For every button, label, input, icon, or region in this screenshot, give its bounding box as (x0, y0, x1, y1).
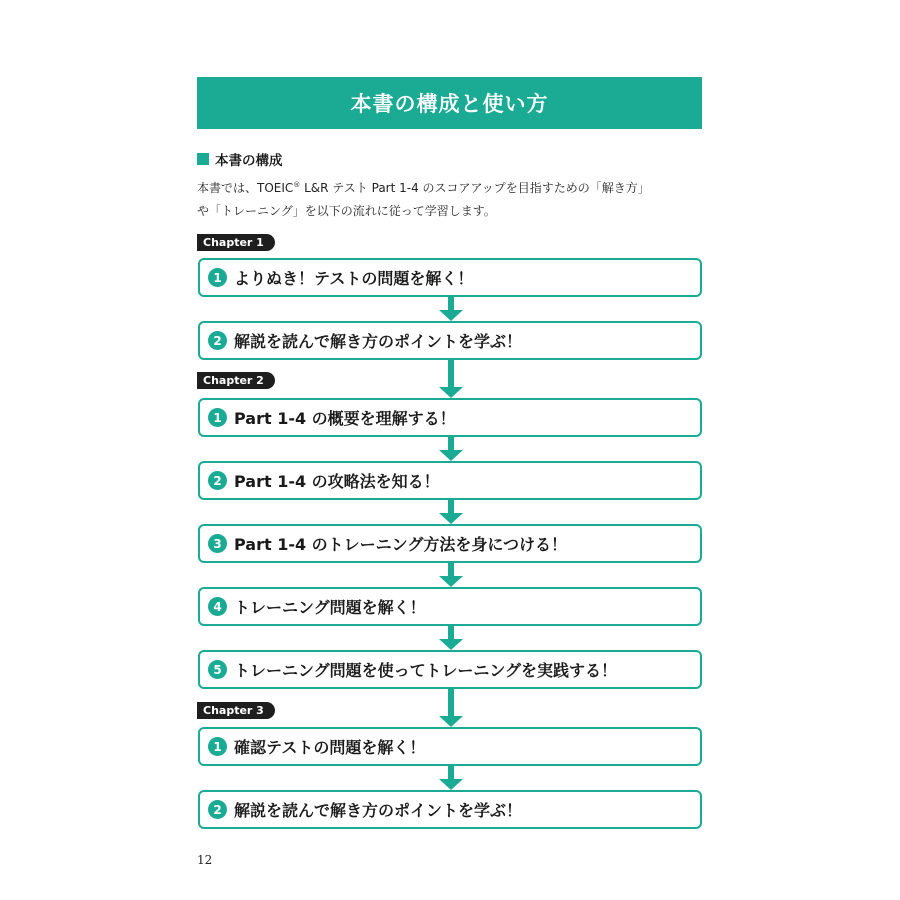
registered-mark: ® (293, 181, 301, 189)
section-heading-text: 本書の構成 (215, 153, 283, 169)
step-text: 確認テストの問題を解く！ (234, 738, 426, 757)
intro-line-1: 本書では、TOEIC® L&R テスト Part 1-4 のスコアアップを目指すための「解き方」 (197, 181, 650, 195)
chapter-label-1: Chapter 1 (197, 234, 275, 251)
flow-step (198, 790, 702, 829)
step-text: Part 1-4 のトレーニング方法を身につける！ (234, 535, 568, 554)
flow-step (198, 461, 702, 500)
flow-step (198, 258, 702, 297)
down-arrow-icon (439, 437, 463, 461)
down-arrow-icon (439, 626, 463, 650)
page-title: 本書の構成と使い方 (350, 92, 549, 116)
page-title-banner (197, 77, 702, 129)
down-arrow-icon (439, 766, 463, 790)
square-bullet-icon (197, 153, 209, 165)
step-text: 解説を読んで解き方のポイントを学ぶ！ (234, 332, 523, 351)
flow-step (198, 587, 702, 626)
step-number-badge: 1 (208, 408, 227, 427)
step-number-badge: 1 (208, 268, 227, 287)
step-text: トレーニング問題を解く！ (234, 598, 426, 617)
step-text: トレーニング問題を使ってトレーニングを実践する！ (234, 661, 618, 680)
step-text: Part 1-4 の攻略法を知る！ (234, 472, 440, 491)
flow-step (198, 727, 702, 766)
down-arrow-icon (439, 563, 463, 587)
flow-step (198, 321, 702, 360)
step-number-badge: 5 (208, 660, 227, 679)
chapter-label-2: Chapter 2 (197, 372, 275, 389)
down-arrow-icon (439, 297, 463, 321)
flow-step (198, 650, 702, 689)
step-number-badge: 4 (208, 597, 227, 616)
section-heading (197, 149, 283, 169)
step-number-badge: 1 (208, 737, 227, 756)
step-text: 解説を読んで解き方のポイントを学ぶ！ (234, 801, 523, 820)
step-number-badge: 2 (208, 331, 227, 350)
down-arrow-icon (439, 689, 463, 727)
step-number-badge: 2 (208, 471, 227, 490)
intro-paragraph (197, 174, 709, 223)
down-arrow-icon (439, 360, 463, 398)
step-number-badge: 2 (208, 800, 227, 819)
step-text: Part 1-4 の概要を理解する！ (234, 409, 456, 428)
flow-step (198, 398, 702, 437)
step-number-badge: 3 (208, 534, 227, 553)
flow-step (198, 524, 702, 563)
down-arrow-icon (439, 500, 463, 524)
intro-line-2: や「トレーニング」を以下の流れに従って学習します。 (197, 204, 496, 218)
step-text: よりぬき！テストの問題を解く！ (234, 269, 474, 288)
page-number: 12 (197, 853, 213, 867)
chapter-label-3: Chapter 3 (197, 702, 275, 719)
